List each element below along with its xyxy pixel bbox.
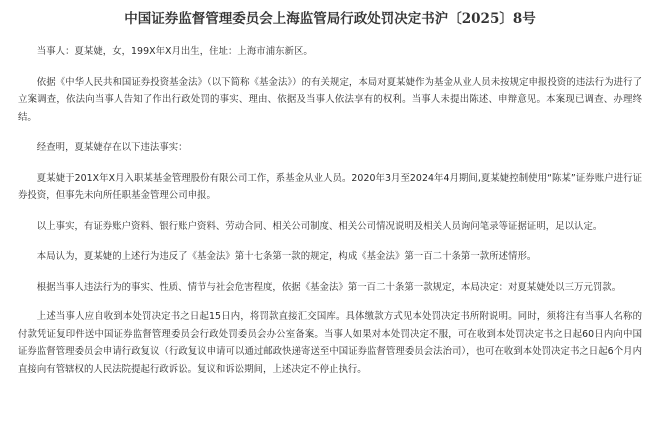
paragraph-evidence: 以上事实，有证券账户资料、银行账户资料、劳动合同、相关公司制度、相关公司情况说明及相关人员询问笔录等证据证明，足以认定。 (36, 220, 603, 232)
document-title: 中国证券监督管理委员会上海监管局行政处罚决定书沪〔2025〕8号 (124, 11, 536, 27)
paragraph-decision: 根据当事人违法行为的事实、性质、情节与社会危害程度，依据《基金法》第一百二十条第一款规定，本局决定：对夏某婕处以三万元罚款。 (36, 281, 622, 293)
paragraph-payment-and-remedies: 上述当事人应自收到本处罚决定书之日起15日内，将罚款直接汇交国库。具体缴款方式见本处罚决定书所附说明。同时，须将注有当事人名称的付款凭证复印件送中国证券监督管理委员会行政处罚委员会办公室备案。当事人如果对本处罚决定不服，可在收到本处罚决定书之日起60日内向中国证券监督管理委员会申请行政复议（行政复议申请可以通过邮政快递寄送至中国证券监督管理委员会法治司），也可在收到本处罚决定书之日起6个月内直接向有管辖权的人民法院提起行政诉讼。复议和诉讼期间，上述决定不停止执行。 (18, 311, 642, 375)
paragraph-basis: 依据《中华人民共和国证券投资基金法》（以下简称《基金法》）的有关规定，本局对夏某婕作为基金从业人员未按规定申报投资的违法行为进行了立案调查，依法向当事人告知了作出行政处罚的事实、理由、依据及当事人依法享有的权利。当事人未提出陈述、申辩意见。本案现已调查、办理终结。 (18, 76, 642, 123)
paragraph-facts: 夏某婕于201X年X月入职某基金管理股份有限公司工作，系基金从业人员。2020年3月至2024年4月期间,夏某婕控制使用“陈某”证券账户进行证券投资，但事先未向所任职基金管理公司申报。 (18, 172, 642, 201)
paragraph-party: 当事人：夏某婕，女，199X年X月出生，住址：上海市浦东新区。 (36, 46, 313, 57)
paragraph-findings-intro: 经查明，夏某婕存在以下违法事实： (36, 142, 188, 153)
paragraph-opinion: 本局认为，夏某婕的上述行为违反了《基金法》第十七条第一款的规定，构成《基金法》第一百二十条第一款所述情形。 (36, 251, 537, 262)
